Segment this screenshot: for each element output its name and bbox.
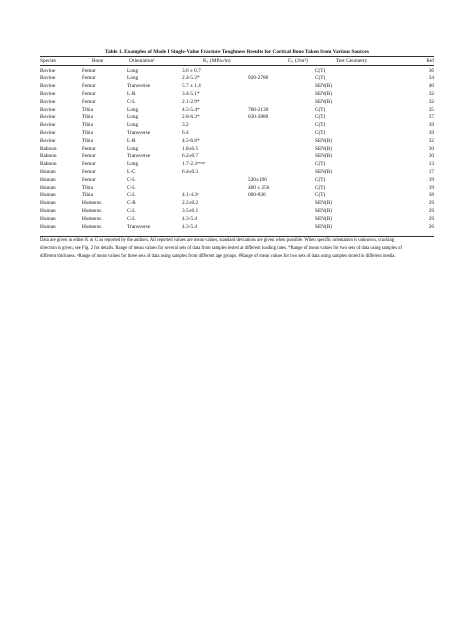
- header-kc: K₁ (MPa√m): [203, 57, 231, 64]
- cell-species: Bovine: [40, 129, 56, 136]
- cell-kc: 6.4±0.3: [182, 168, 199, 175]
- cell-gc: 760-2130: [248, 106, 269, 113]
- table-row: [40, 161, 434, 168]
- cell-species: Human: [40, 215, 56, 222]
- table-notes: [40, 237, 434, 260]
- cell-kc: 6.4: [182, 129, 189, 136]
- table-row: [40, 216, 434, 223]
- cell-test-geometry: SEN(B): [315, 90, 333, 97]
- header-gc: G₁ (J/m²): [288, 57, 308, 64]
- table-row: [40, 91, 434, 98]
- cell-species: Baboon: [40, 145, 57, 152]
- table-row: [40, 169, 434, 176]
- cell-orientation: L-R: [127, 137, 136, 144]
- cell-species: Bovine: [40, 75, 56, 82]
- cell-bone: Humerus: [82, 215, 102, 222]
- table-row: [40, 153, 434, 160]
- cell-ref: 30: [428, 145, 434, 152]
- cell-orientation: Long: [127, 114, 139, 121]
- cell-bone: Femur: [82, 176, 96, 183]
- cell-ref: 19: [428, 184, 434, 191]
- cell-kc: 3.5±0.1: [182, 207, 199, 214]
- cell-orientation: Transverse: [127, 129, 151, 136]
- cell-bone: Femur: [82, 168, 96, 175]
- cell-kc: 5.7 ± 1.4: [182, 83, 201, 90]
- cell-species: Human: [40, 184, 56, 191]
- table-row: [40, 192, 434, 199]
- cell-ref: 29: [428, 215, 434, 222]
- cell-ref: 32: [428, 90, 434, 97]
- cell-kc: 1.8±0.5: [182, 145, 199, 152]
- header-species: Species: [40, 57, 57, 64]
- table-row: [40, 146, 434, 153]
- cell-test-geometry: C(T): [315, 192, 326, 199]
- table-row: [40, 122, 434, 129]
- table-note-line: direction is given, see Fig. 2 for details. Range of mean values for several sets of data from samples tested at different loading rates. *Range of mean values for two sets of data using samples of: [40, 245, 402, 251]
- header-bone: Bone: [92, 57, 104, 64]
- cell-orientation: Transverse: [127, 223, 151, 230]
- cell-orientation: Transverse: [127, 153, 151, 160]
- cell-test-geometry: C(T): [315, 114, 326, 121]
- cell-orientation: Long: [127, 75, 139, 82]
- cell-species: Baboon: [40, 161, 57, 168]
- cell-ref: 17: [428, 168, 434, 175]
- header-orientation: Orientation¹: [129, 57, 155, 64]
- cell-species: Human: [40, 200, 56, 207]
- cell-orientation: C-R: [127, 200, 136, 207]
- cell-species: Bovine: [40, 106, 56, 113]
- cell-orientation: C-L: [127, 207, 136, 214]
- cell-bone: Tibia: [82, 137, 93, 144]
- cell-test-geometry: C(T): [315, 176, 326, 183]
- cell-bone: Femur: [82, 145, 96, 152]
- cell-kc: 4.3-5.4: [182, 215, 198, 222]
- header-test-geometry: Test Geometry: [336, 57, 368, 64]
- cell-test-geometry: SEN(B): [315, 223, 333, 230]
- cell-kc: 2.8-6.3*: [182, 114, 200, 121]
- cell-gc: 520±190: [248, 176, 267, 183]
- cell-kc: 2.1-2.9*: [182, 98, 200, 105]
- cell-orientation: Long: [127, 122, 139, 129]
- cell-kc: 6.2±0.7: [182, 153, 199, 160]
- cell-orientation: C-L: [127, 184, 136, 191]
- cell-ref: 32: [428, 98, 434, 105]
- table-row: [40, 185, 434, 192]
- cell-test-geometry: SEN(B): [315, 98, 333, 105]
- table-caption: Table 1. Examples of Mode I Single-Value Fracture Toughness Results for Cortical Bone Taken from Various Sources: [105, 49, 369, 55]
- cell-bone: Femur: [82, 98, 96, 105]
- cell-kc: 3.6 ± 0.7: [182, 67, 201, 74]
- cell-orientation: C-L: [127, 176, 136, 183]
- cell-test-geometry: SEN(B): [315, 83, 333, 90]
- cell-ref: 35: [428, 106, 434, 113]
- cell-species: Bovine: [40, 83, 56, 90]
- table-row: [40, 114, 434, 121]
- cell-ref: 40: [428, 83, 434, 90]
- table-row: [40, 83, 434, 90]
- cell-test-geometry: SEN(B): [315, 207, 333, 214]
- cell-orientation: C-L: [127, 192, 136, 199]
- cell-test-geometry: SEN(B): [315, 153, 333, 160]
- cell-orientation: Long: [127, 67, 139, 74]
- cell-orientation: L-C: [127, 168, 136, 175]
- cell-ref: 30: [428, 153, 434, 160]
- table-row: [40, 224, 434, 231]
- cell-bone: Femur: [82, 161, 96, 168]
- cell-gc: 600-830: [248, 192, 266, 199]
- cell-kc: 1.7-2.3ᵐʳᵃᵍᵉ: [182, 161, 206, 168]
- cell-ref: 29: [428, 207, 434, 214]
- cell-species: Bovine: [40, 137, 56, 144]
- cell-kc: 4.1-4.3ⁿ: [182, 192, 199, 199]
- cell-kc: 4.3-5.4: [182, 223, 198, 230]
- cell-species: Human: [40, 223, 56, 230]
- cell-bone: Humerus: [82, 200, 102, 207]
- cell-bone: Tibia: [82, 184, 93, 191]
- cell-orientation: Long: [127, 106, 139, 113]
- cell-test-geometry: C(T): [315, 75, 326, 82]
- cell-bone: Femur: [82, 75, 96, 82]
- cell-bone: Femur: [82, 90, 96, 97]
- cell-test-geometry: C(T): [315, 184, 326, 191]
- cell-bone: Tibia: [82, 192, 93, 199]
- table-row: [40, 75, 434, 82]
- table-row: [40, 99, 434, 106]
- cell-species: Bovine: [40, 90, 56, 97]
- cell-test-geometry: SEN(B): [315, 145, 333, 152]
- table-row: [40, 138, 434, 145]
- cell-ref: 29: [428, 200, 434, 207]
- cell-test-geometry: SEN(B): [315, 137, 333, 144]
- cell-bone: Humerus: [82, 223, 102, 230]
- table-header-row: [40, 58, 434, 65]
- cell-bone: Tibia: [82, 114, 93, 121]
- cell-ref: 38: [428, 192, 434, 199]
- cell-bone: Femur: [82, 67, 96, 74]
- cell-orientation: Long: [127, 161, 139, 168]
- cell-kc: 2.2±0.2: [182, 200, 199, 207]
- cell-bone: Tibia: [82, 106, 93, 113]
- cell-species: Bovine: [40, 98, 56, 105]
- cell-species: Human: [40, 168, 56, 175]
- header-ref: Ref: [426, 57, 434, 64]
- table-note-line: Data are given in either K or G as reported by the authors. All reported values are mean values, standard deviations are given when possible. When specific orientation is unknown, cracking: [40, 238, 395, 243]
- table-header-rule: [40, 65, 434, 66]
- cell-test-geometry: SEN(B): [315, 168, 333, 175]
- cell-kc: 2.4-5.2*: [182, 75, 200, 82]
- cell-bone: Humerus: [82, 207, 102, 214]
- table-row: [40, 130, 434, 137]
- cell-kc: 3.4-5.1*: [182, 90, 200, 97]
- cell-test-geometry: C(T): [315, 67, 326, 74]
- cell-bone: Tibia: [82, 122, 93, 129]
- cell-orientation: C-L: [127, 98, 136, 105]
- cell-species: Human: [40, 176, 56, 183]
- cell-ref: 26: [428, 223, 434, 230]
- table-row: [40, 68, 434, 75]
- cell-kc: 4.5-6.6*: [182, 137, 200, 144]
- cell-orientation: Long: [127, 145, 139, 152]
- cell-ref: 13: [428, 161, 434, 168]
- cell-bone: Femur: [82, 83, 96, 90]
- cell-ref: 37: [428, 114, 434, 121]
- cell-orientation: C-L: [127, 215, 136, 222]
- cell-orientation: Transverse: [127, 83, 151, 90]
- cell-test-geometry: C(T): [315, 122, 326, 129]
- table-row: [40, 208, 434, 215]
- cell-species: Human: [40, 192, 56, 199]
- cell-species: Human: [40, 207, 56, 214]
- cell-test-geometry: SEN(B): [315, 215, 333, 222]
- cell-ref: 39: [428, 129, 434, 136]
- cell-test-geometry: C(T): [315, 161, 326, 168]
- cell-gc: 630-2880: [248, 114, 269, 121]
- cell-ref: 32: [428, 137, 434, 144]
- cell-species: Bovine: [40, 122, 56, 129]
- cell-test-geometry: SEN(B): [315, 200, 333, 207]
- cell-bone: Femur: [82, 153, 96, 160]
- table-note-line: different thickness. ⁿRange of mean values for three sets of data using samples from different age groups. #Range of mean values for two sets of data using samples stored in different media.: [40, 253, 396, 259]
- cell-species: Bovine: [40, 114, 56, 121]
- table-row: [40, 177, 434, 184]
- cell-species: Baboon: [40, 153, 57, 160]
- cell-ref: 34: [428, 75, 434, 82]
- cell-bone: Tibia: [82, 129, 93, 136]
- cell-ref: 19: [428, 176, 434, 183]
- cell-gc: 400 ± 250: [248, 184, 270, 191]
- cell-kc: 4.5-5.4*: [182, 106, 200, 113]
- cell-test-geometry: C(T): [315, 129, 326, 136]
- cell-ref: 36: [428, 67, 434, 74]
- cell-ref: 39: [428, 122, 434, 129]
- cell-species: Bovine: [40, 67, 56, 74]
- cell-test-geometry: C(T): [315, 106, 326, 113]
- table-row: [40, 107, 434, 114]
- cell-kc: 3.2: [182, 122, 189, 129]
- cell-orientation: L-R: [127, 90, 136, 97]
- table-row: [40, 200, 434, 207]
- cell-gc: 920-2780: [248, 75, 269, 82]
